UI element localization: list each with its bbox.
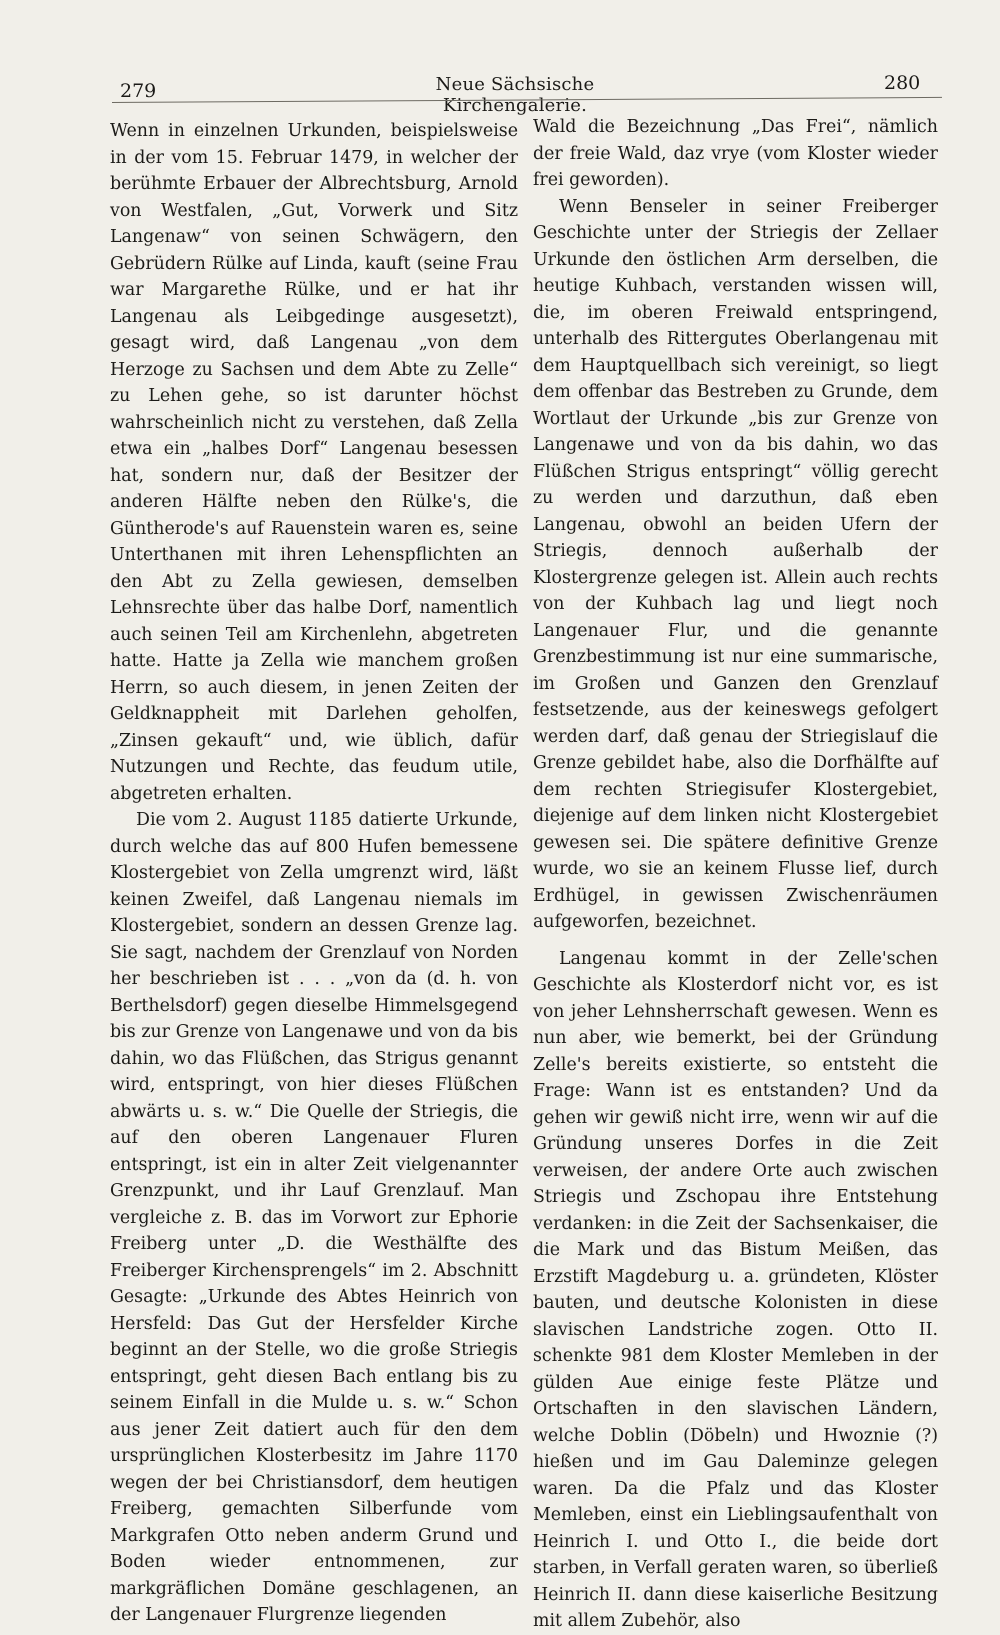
left-column <box>110 118 518 1629</box>
right-column <box>533 114 938 1635</box>
right-paragraph-2: Wenn Benseler in seiner Freiberger Geschichte unter der Striegis der Zellaer Urkunde den östlichen Arm derselben, die heutige Kuhbach, verstanden wissen will, die, im oberen Freiwald entspringend, unterhalb des Rittergutes Oberlangenau mit dem Hauptquellbach sich vereinigt, so liegt dem offenbar das Bestreben zu Grunde, dem Wortlaut der Urkunde „bis zur Grenze von Langenawe und von da bis dahin, wo das Flüßchen Strigus entspringt“ völlig gerecht zu werden und darzuthun, daß eben Langenau, obwohl an beiden Ufern der Striegis, dennoch außerhalb der Klostergrenze gelegen ist. Allein auch rechts von der Kuhbach lag und liegt noch Langenauer Flur, und die genannte Grenzbestimmung ist nur eine summarische, im Großen und Ganzen den Grenzlauf festsetzende, aus der keineswegs gefolgert werden darf, daß genau der Striegislauf die Grenze gebildet habe, also die Dorfhälfte auf dem rechten Striegisufer Klostergebiet, diejenige auf dem linken nicht Klostergebiet gewesen sei. Die spätere definitive Grenze wurde, wo sie an keinem Flusse lief, durch Erdhügel, in gewissen Zwischenräumen aufgeworfen, bezeichnet. <box>533 196 938 932</box>
page-number-right: 280 <box>884 72 921 94</box>
left-paragraph-2: Die vom 2. August 1185 datierte Urkunde, durch welche das auf 800 Hufen bemessene Klostergebiet von Zella umgrenzt wird, läßt keinen Zweifel, daß Langenau niemals im Klostergebiet, sondern an dessen Grenze lag. Sie sagt, nachdem der Grenzlauf von Norden her beschrieben ist . . . „von da (d. h. von Berthelsdorf) gegen dieselbe Himmelsgegend bis zur Grenze von Langenawe und von da bis dahin, wo das Flüßchen, das Strigus genannt wird, entspringt, von hier dieses Flüßchen abwärts u. s. w.“ Die Quelle der Striegis, die auf den oberen Langenauer Fluren entspringt, ist ein in alter Zeit vielgenannter Grenzpunkt, und ihr Lauf Grenzlauf. Man vergleiche z. B. das im Vorwort zur Ephorie Freiberg unter „D. die Westhälfte des Freiberger Kirchensprengels“ im 2. Abschnitt Gesagte: „Urkunde des Abtes Heinrich von Hersfeld: Das Gut der Hersfelder Kirche beginnt an der Stelle, wo die große Striegis entspringt, geht diesen Bach entlang bis zu seinem Einfall in die Mulde u. s. w.“ Schon aus jener Zeit datiert auch für den dem ursprünglichen Klosterbesitz im Jahre 1170 wegen der bei Christiansdorf, dem heutigen Freiberg, gemachten Silberfunde vom Markgrafen Otto neben anderm Grund und Boden wieder entnommenen, zur markgräflichen Domäne geschlagenen, an der Langenauer Flurgrenze liegenden <box>110 810 518 1625</box>
right-paragraph-1: Wald die Bezeichnung „Das Frei“, nämlich der freie Wald, daz vrye (vom Kloster wieder frei geworden). <box>533 117 938 190</box>
right-paragraph-3: Langenau kommt in der Zelle'schen Geschichte als Klosterdorf nicht vor, es ist von jeher Lehnsherrschaft gewesen. Wenn es nun aber, wie bemerkt, bei der Gründung Zelle's bereits existierte, so entsteht die Frage: Wann ist es entstanden? Und da gehen wir gewiß nicht irre, wenn wir auf die Gründung unseres Dorfes in die Zeit verweisen, der andere Orte auch zwischen Striegis und Zschopau ihre Entstehung verdanken: in die Zeit der Sachsenkaiser, die die Mark und das Bistum Meißen, das Erzstift Magdeburg u. a. gründeten, Klöster bauten, und deutsche Kolonisten in diese slavischen Landstriche zogen. Otto II. schenkte 981 dem Kloster Memleben in der gülden Aue einige feste Plätze und Ortschaften in den slavischen Ländern, welche Doblin (Döbeln) und Hwoznie (?) hießen und im Gau Daleminze gelegen waren. Da die Pfalz und das Kloster Memleben, einst ein Lieblingsaufenthalt von Heinrich I. und Otto I., die beide dort starben, in Verfall geraten waren, so überließ Heinrich II. dann diese kaiserliche Besitzung mit allem Zubehör, also <box>533 948 938 1631</box>
running-title: Neue Sächsische Kirchengalerie. <box>435 74 595 116</box>
page-number-left: 279 <box>120 80 157 102</box>
left-paragraph-1: Wenn in einzelnen Urkunden, beispielsweise in der vom 15. Februar 1479, in welcher der berühmte Erbauer der Albrechtsburg, Arnold von Westfalen, „Gut, Vorwerk und Sitz Langenaw“ von seinen Schwägern, den Gebrüdern Rülke auf Linda, kauft (seine Frau war Margarethe Rülke, und er hat ihr Langenau als Leibgedinge ausgesetzt), gesagt wird, daß Langenau „von dem Herzoge zu Sachsen und dem Abte zu Zelle“ zu Lehen gehe, so ist darunter höchst wahrscheinlich nicht zu verstehen, daß Zella etwa ein „halbes Dorf“ Langenau besessen hat, sondern nur, daß der Besitzer der anderen Hälfte neben den Rülke's, die Güntherode's auf Rauenstein waren es, seine Unterthanen mit ihren Lehenspflichten an den Abt zu Zella gewiesen, demselben Lehnsrechte über das halbe Dorf, namentlich auch seinen Teil am Kirchenlehn, abgetreten hatte. Hatte ja Zella wie manchem großen Herrn, so auch diesem, in jenen Zeiten der Geldknappheit mit Darlehen geholfen, „Zinsen gekauft“ und, wie üblich, dafür Nutzungen und Rechte, das feudum utile, abgetreten erhalten. <box>110 121 518 804</box>
